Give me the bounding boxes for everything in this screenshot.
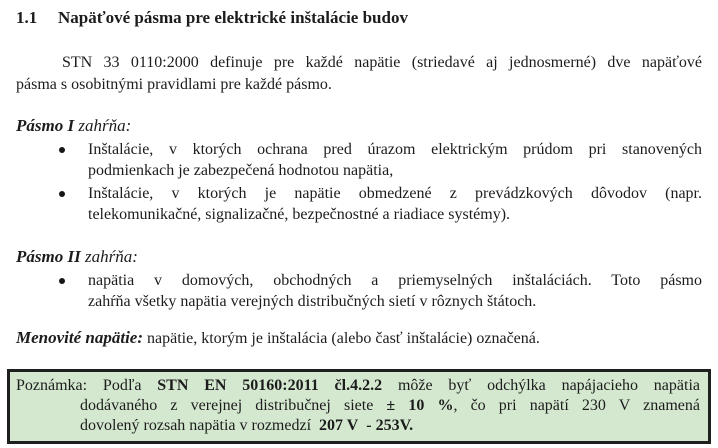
note-segment: dodávaného z verejnej distribučnej siete bbox=[80, 397, 387, 414]
list-item-text bbox=[88, 183, 702, 225]
bullet-icon bbox=[59, 147, 65, 153]
nominal-term: Menovité napätie: bbox=[16, 328, 144, 347]
text-line: telekomunikačné, signalizačné, bezpečnostné a riadiace systémy). bbox=[88, 206, 511, 223]
band-2-term: Pásmo II bbox=[16, 247, 81, 266]
bullet-icon bbox=[59, 278, 65, 284]
text-line: zahŕňa všetky napätia verejných distribučných sietí v rôznych štátoch. bbox=[88, 293, 537, 310]
note-segment: môže byť odchýlka napájacieho napätia bbox=[382, 377, 700, 394]
note-line bbox=[16, 416, 700, 436]
list-item bbox=[16, 139, 702, 181]
note-segment: , čo pri napätí 230 V znamená bbox=[453, 397, 700, 414]
band-1-suffix: zahŕňa: bbox=[74, 116, 132, 135]
nominal-text: napätie, ktorým je inštalácia (alebo časť inštalácie) označená. bbox=[143, 330, 540, 347]
note-segment: Poznámka: Podľa bbox=[16, 377, 158, 394]
note-segment-voltage-range: 207 V - 253V. bbox=[319, 417, 414, 434]
list-item bbox=[16, 183, 702, 225]
text-line: podmienkach je zabezpečená hodnotou napätia, bbox=[88, 162, 394, 179]
intro-paragraph bbox=[16, 52, 702, 96]
section-heading bbox=[16, 7, 702, 29]
paragraph-line: STN 33 0110:2000 definuje pre každé napätie (striedavé aj jednosmerné) dve napäťové bbox=[62, 54, 702, 71]
note-line bbox=[16, 396, 700, 416]
band-1-list bbox=[16, 139, 702, 225]
text-line: Inštalácie, v ktorých je napätie obmedzené z prevádzkových dôvodov (napr. bbox=[88, 185, 702, 202]
text-line: Inštalácie, v ktorých ochrana pred úrazom elektrickým prúdom pri stanovených bbox=[88, 141, 702, 158]
note-segment-tolerance: ± 10 % bbox=[386, 397, 454, 414]
note-segment: dovolený rozsah napätia v rozmedzí bbox=[80, 417, 320, 434]
nominal-voltage-definition bbox=[16, 327, 702, 350]
note-box bbox=[7, 369, 711, 444]
band-2-suffix: zahŕňa: bbox=[80, 247, 138, 266]
bullet-icon bbox=[59, 191, 65, 197]
list-item bbox=[16, 270, 702, 312]
section-title: Napäťové pásma pre elektrické inštalácie budov bbox=[58, 8, 408, 27]
section-number: 1.1 bbox=[16, 8, 38, 27]
list-item-text bbox=[88, 139, 702, 181]
text-line: napätia v domových, obchodných a priemyselných inštaláciách. Toto pásmo bbox=[88, 272, 702, 289]
band-1-term: Pásmo I bbox=[16, 116, 75, 135]
band-2-list bbox=[16, 270, 702, 312]
note-segment-standard-ref: STN EN 50160:2011 čl.4.2.2 bbox=[157, 377, 383, 394]
paragraph-line: pásma s osobitnými pravidlami pre každé pásmo. bbox=[16, 76, 332, 93]
band-2-label bbox=[16, 246, 702, 268]
note-line bbox=[16, 376, 700, 396]
list-item-text bbox=[88, 270, 702, 312]
band-1-label bbox=[16, 115, 702, 137]
